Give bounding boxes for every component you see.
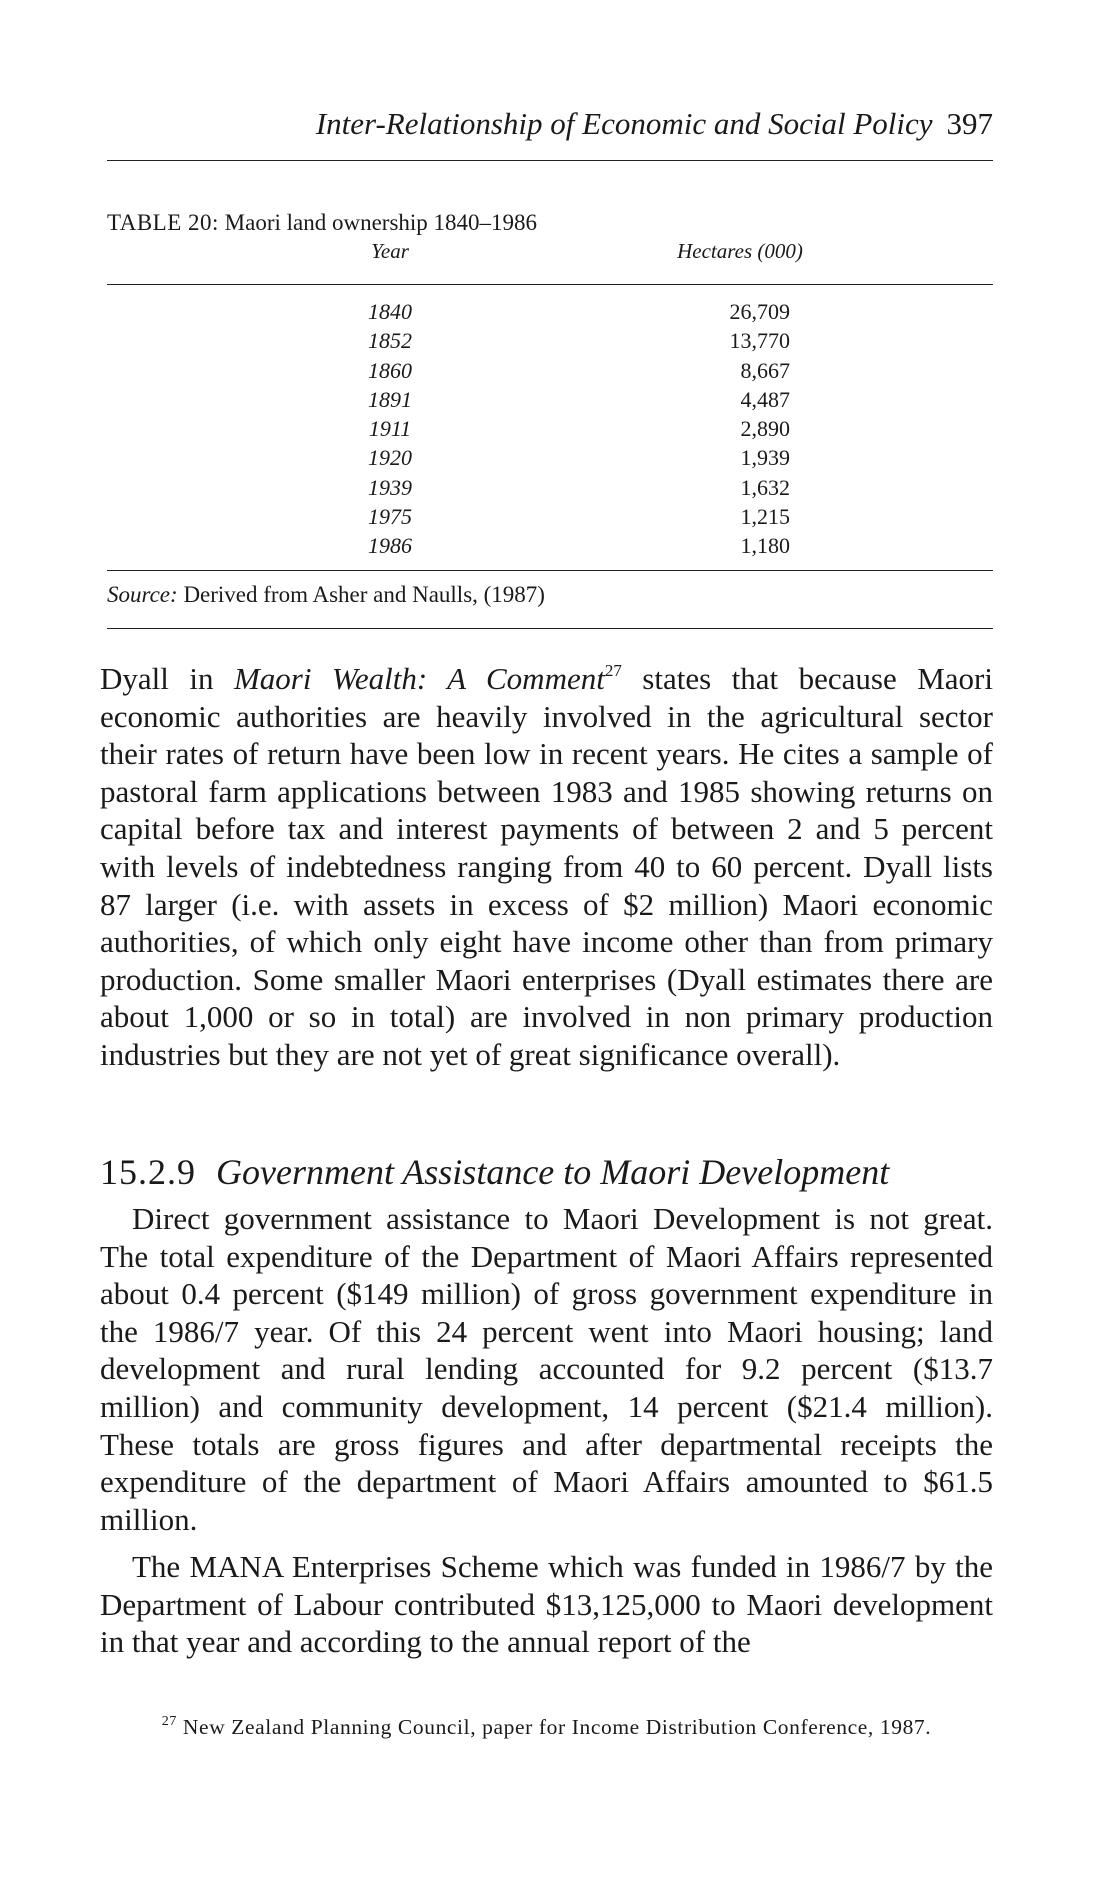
hectares-cell: 1,215 [740,504,790,530]
table-row [0,385,1114,414]
footnote-reference: 27 [604,661,622,680]
table-caption-text: Maori land ownership 1840–1986 [224,210,538,235]
running-head [100,104,993,144]
table-row [0,502,1114,531]
paragraph-dyall: Dyall in Maori Wealth: A Comment$^{27}$ states that because Maori economic authorities are heavily involved in the agricultural sector their rates of return have been low in recent years. He cites a sample of pastoral farm applications between 1983 and 1985 showing returns on capital before tax and interest payments of between 2 and 5 percent with levels of indebtedness ranging from 40 to 60 percent. Dyall lists 87 larger (i.e. with assets in excess of $2 million) Maori economic authorities, of which only eight have income other than from primary production. Some smaller Maori enterprises (Dyall estimates there are about 1,000 or so in total) are involved in non primary production industries but they are not yet of great significance overall). [100,661,993,1072]
year-cell: 1840 [368,299,412,324]
section-heading [100,1150,1000,1194]
hectares-cell: 1,939 [740,445,790,471]
table-row [0,443,1114,472]
paragraph-mana-enterprises: The MANA Enterprises Scheme which was funded in 1986/7 by the Department of Labour contributed $13,125,000 to Maori development in that year and according to the annual report of the [100,1549,993,1660]
year-cell: 1986 [368,533,412,559]
section-number: 15.2.9 [100,1152,196,1192]
hectares-cell: 4,487 [740,386,790,412]
cited-work-title: Maori Wealth: A Comment [233,661,605,696]
year-cell: 1891 [368,386,412,412]
table-row [0,297,1114,326]
table-caption [107,208,537,238]
table-row [0,414,1114,443]
hectares-cell: 13,770 [729,328,790,354]
paragraph-government-assistance: Direct government assistance to Maori Development is not great. The total expenditure of the Department of Maori Affairs represented about 0.4 percent ($149 million) of gross government expenditure in the 1986/7 year. Of this 24 percent went into Maori housing; land development and rural lending accounted for 9.2 percent ($13.7 million) and community development, 14 percent ($21.4 million). These totals are gross figures and after departmental receipts the expenditure of the department of Maori Affairs amounted to $61.5 million. [100,1201,993,1537]
hectares-cell: 26,709 [729,299,790,324]
hectares-cell: 1,180 [740,533,790,559]
table-caption-label: TABLE 20: [107,210,219,235]
footnote-text: New Zealand Planning Council, paper for Income Distribution Conference, 1987. [182,1715,932,1739]
year-cell: 1852 [368,328,412,354]
page-number: 397 [946,106,993,141]
table-body [0,297,1114,561]
year-cell: 1860 [368,357,412,383]
source-text: Derived from Asher and Naulls, (1987) [183,582,545,607]
column-header-hectares: Hectares (000) [677,239,803,263]
footnote-number: 27 [161,1714,177,1729]
column-header-year: Year [371,239,409,263]
table-header-rule [107,284,993,285]
table-top-rule [107,160,993,161]
section-title: Government Assistance to Maori Development [216,1152,890,1192]
table-source-rule [107,570,993,571]
table-row [0,326,1114,355]
year-cell: 1975 [368,504,412,530]
table-bottom-rule [107,628,993,629]
table-row [0,473,1114,502]
hectares-cell: 8,667 [740,357,790,383]
table-row [0,531,1114,560]
footnote [100,1712,993,1742]
hectares-cell: 2,890 [740,416,790,442]
table-row [0,356,1114,385]
table-source [107,580,545,610]
source-label: Source: [107,582,178,607]
year-cell: 1920 [368,445,412,471]
hectares-cell: 1,632 [740,474,790,500]
running-head-title: Inter-Relationship of Economic and Social Policy [315,106,933,141]
year-cell: 1911 [368,416,412,442]
year-cell: 1939 [368,474,412,500]
